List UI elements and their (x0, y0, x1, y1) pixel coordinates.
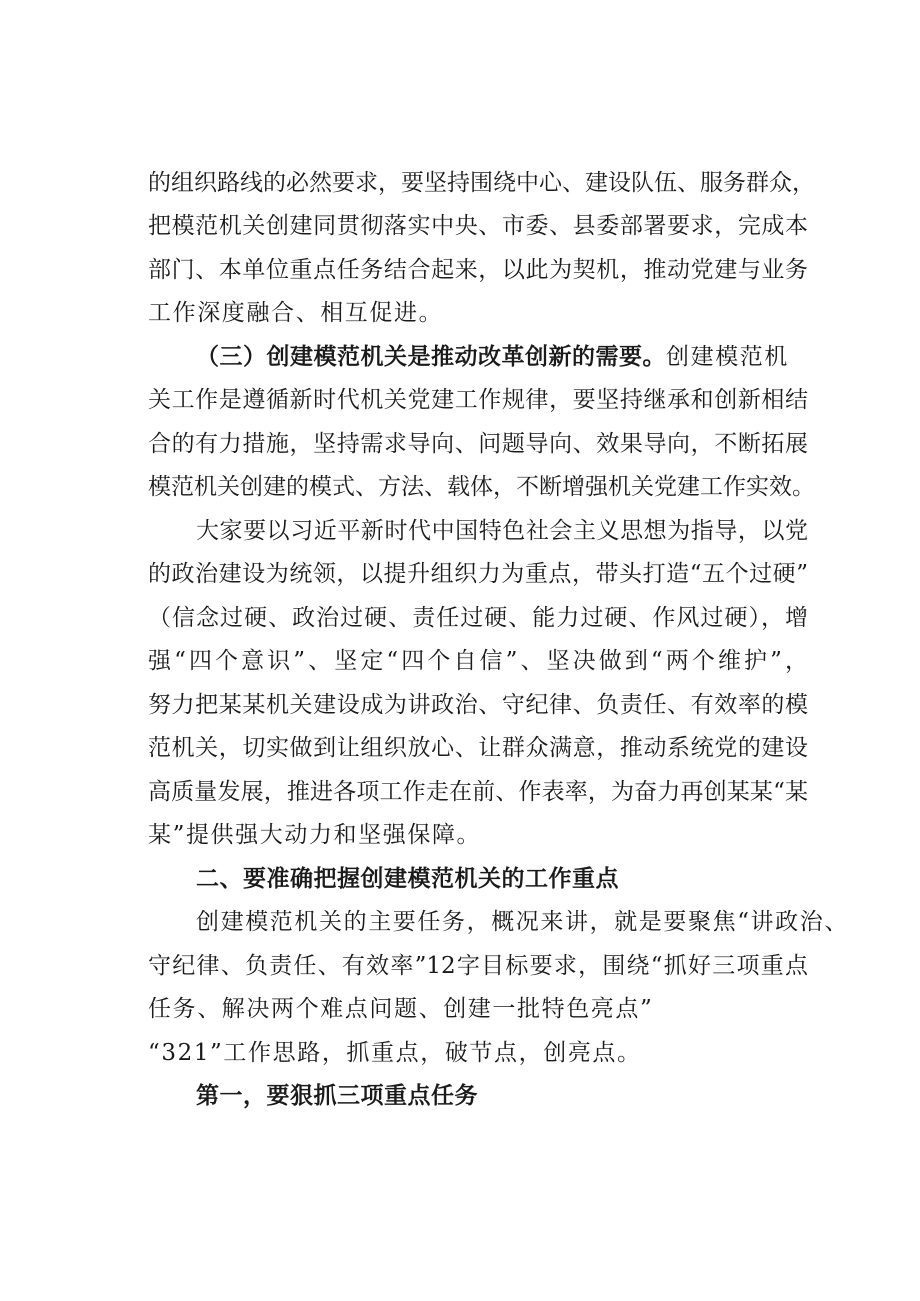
paragraph-line: 模范机关创建的模式、方法、载体，不断增强机关党建工作实效。 (148, 474, 815, 500)
paragraph-line: 关工作是遵循新时代机关党建工作规律，要坚持继承和创新相结 (148, 387, 808, 413)
paragraph-line: 某”提供强大动力和坚强保障。 (148, 822, 482, 848)
paragraph-line: 部门、本单位重点任务结合起来，以此为契机，推动党建与业务 (148, 257, 808, 283)
paragraph-line: 的组织路线的必然要求，要坚持围绕中心、建设队伍、服务群众， (148, 170, 815, 196)
paragraph-line: “321”工作思路，抓重点，破节点，创亮点。 (148, 1040, 642, 1066)
paragraph-line: （信念过硬、政治过硬、责任过硬、能力过硬、作风过硬），增 (148, 605, 808, 631)
paragraph-line: 工作深度融合、相互促进。 (148, 300, 444, 326)
paragraph-line: 强“四个意识”、坚定“四个自信”、坚决做到“两个维护”， (148, 648, 808, 674)
paragraph-text: 创建模范机 (666, 344, 789, 370)
section-heading: 二、要准确把握创建模范机关的工作重点 (196, 866, 619, 892)
paragraph-line: 合的有力措施，坚持需求导向、问题导向、效果导向，不断拓展 (148, 431, 808, 457)
paragraph-line: 范机关，切实做到让组织放心、让群众满意，推动系统党的建设 (148, 735, 808, 761)
paragraph-line: 高质量发展，推进各项工作走在前、作表率，为奋力再创某某“某 (148, 779, 808, 805)
subsection-heading: 第一，要狠抓三项重点任务 (196, 1083, 478, 1109)
section-paragraph-line (196, 342, 808, 372)
paragraph-line: 创建模范机关的主要任务，概况来讲，就是要聚焦“讲政治、 (196, 909, 849, 935)
paragraph-line: 守纪律、负责任、有效率”12字目标要求，围绕“抓好三项重点 (148, 953, 808, 979)
paragraph-line: 任务、解决两个难点问题、创建一批特色亮点” (148, 996, 654, 1022)
paragraph-line: 大家要以习近平新时代中国特色社会主义思想为指导，以党 (196, 518, 808, 544)
paragraph-line: 的政治建设为统领，以提升组织力为重点，带头打造“五个过硬” (148, 561, 808, 587)
paragraph-line: 把模范机关创建同贯彻落实中央、市委、县委部署要求，完成本 (148, 213, 808, 239)
paragraph-line: 努力把某某机关建设成为讲政治、守纪律、负责任、有效率的模 (148, 692, 808, 718)
section-heading-lead: （三）创建模范机关是推动改革创新的需要。 (196, 344, 666, 370)
